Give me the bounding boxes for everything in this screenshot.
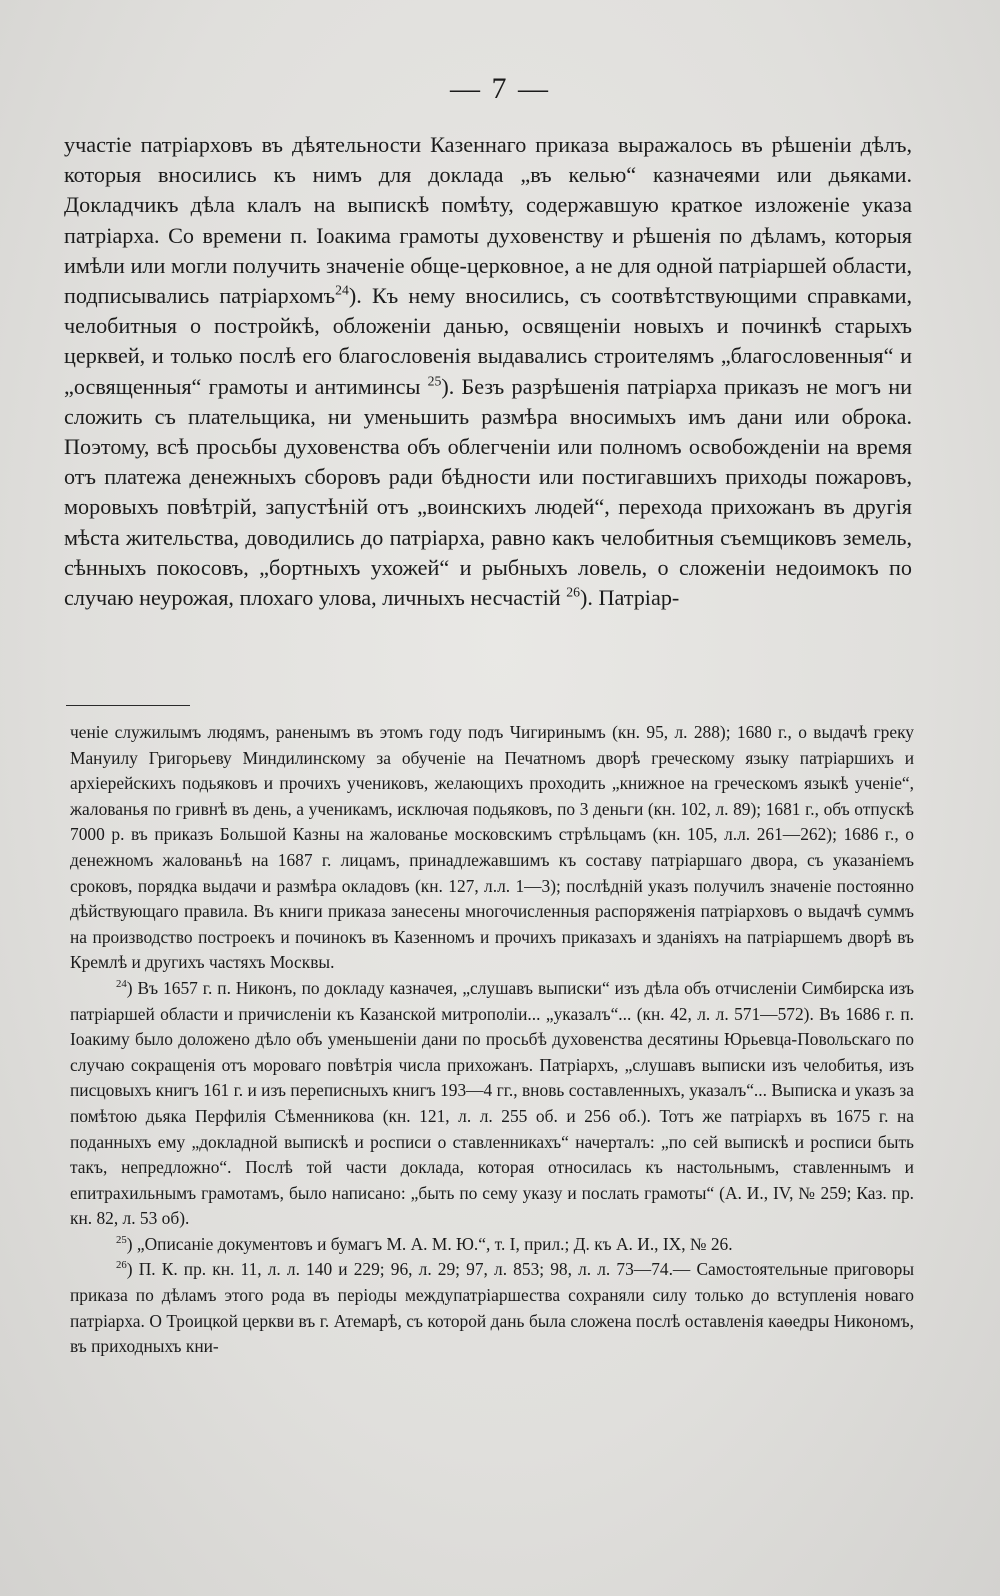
body-text-1: участіе патріарховъ въ дѣятельности Казеннаго приказа выражалось въ рѣшеніи дѣлъ, которыя вносились къ нимъ для доклада „въ келью“ казначеями или дьяками. Докладчикъ дѣла клалъ на выпискѣ помѣту, содержавшую краткое изложеніе указа патріарха. Со времени п. Іоакима грамоты духовенству и рѣшенія по дѣламъ, которыя имѣли или могли получить значеніе обще-церковное, а не для одной патріаршей области, подписывались патріархомъ xyxy=(64,132,912,309)
footnote-24-text: ) Въ 1657 г. п. Никонъ, по докладу казначея, „слушавъ выписки“ изъ дѣла объ отчисленіи Симбирска изъ патріаршей области и причисленіи къ Казанской митрополіи... „указалъ“... (кн. 42, л. л. 571—572). Въ 1686 г. п. Іоакиму было доложено дѣло объ уменьшеніи дани по просьбѣ духовенства десятины Юрьевца-Повольскаго по случаю сокращенія отъ мороваго повѣтрія числа прихожанъ. Патріархъ, „слушавъ выписки изъ челобитья, изъ писцовыхъ книгъ 161 г. и изъ переписныхъ книгъ 193—4 гг., вновь составленныхъ, указалъ“... Выписка и указъ за помѣтою дьяка Перфилія Сѣменникова (кн. 121, л. л. 255 об. и 256 об.). Тотъ же патріархъ въ 1675 г. на поданныхъ ему „докладной выпискѣ и росписи о ставленникахъ“ начерталъ: „по сей выпискѣ и росписи быть такъ, непредложно“. Послѣ той части доклада, которая относилась къ настольнымъ, ставленнымъ и епитрахильнымъ грамотамъ, было написано: „быть по сему указу и послать грамоты“ (А. И., IV, № 259; Каз. пр. кн. 82, л. 53 об). xyxy=(70,977,914,1229)
footnote-continuation: ченіе служилымъ людямъ, раненымъ въ этомъ году подъ Чигиринымъ (кн. 95, л. 288); 1680 г., о выдачѣ греку Мануилу Григорьеву Миндилинскому за обученіе на Печатномъ дворѣ греческому языку патріаршихъ и архіерейскихъ подьяковъ и прочихъ учениковъ, желающихъ проходить „книжное на греческомъ языкѣ ученіе“, жалованья по гривнѣ въ день, а ученикамъ, исключая подьяковъ, по 3 деньги (кн. 102, л. 89); 1681 г., объ отпускѣ 7000 р. въ приказъ Большой Казны на жалованье московскимъ стрѣльцамъ (кн. 105, л.л. 261—262); 1686 г., о денежномъ жалованьѣ на 1687 г. лицамъ, принадлежавшимъ къ составу патріаршаго двора, съ указаніемъ сроковъ, порядка выдачи и размѣра окладовъ (кн. 127, л.л. 1—3); послѣдній указъ получилъ значеніе постоянно дѣйствующаго правила. Въ книги приказа занесены многочисленныя распоряженія патріарховъ о выдачѣ суммъ на производство построекъ и починокъ въ Казенномъ и прочихъ приказахъ и зданіяхъ на патріаршемъ дворѣ въ Кремлѣ и другихъ частяхъ Москвы. xyxy=(70,722,914,973)
footnote-24 xyxy=(70,976,914,1232)
footnote-mark-26: 26 xyxy=(116,1259,127,1272)
footnote-ref-24: 24 xyxy=(335,282,349,298)
footnote-divider xyxy=(66,705,190,706)
page-number: — 7 — xyxy=(450,72,550,105)
main-paragraph xyxy=(64,130,912,613)
body-text-2: ). Къ нему вносились, съ соотвѣтствующими справками, челобитныя о постройкѣ, обложеніи данью, освященіи новыхъ и починкѣ старыхъ церквей, и только послѣ его благословенія выдавались строителямъ „благословенныя“ и „освященныя“ грамоты и антиминсы xyxy=(64,283,912,399)
footnotes xyxy=(70,720,914,1360)
footnote-ref-26: 26 xyxy=(566,584,580,600)
body-text-4: ). Патріар- xyxy=(579,585,680,611)
footnote-25 xyxy=(70,1232,914,1258)
body-text-3: ). Безъ разрѣшенія патріарха приказъ не могъ ни сложить съ плательщика, ни уменьшить размѣра вносимыхъ имъ дани или оброка. Поэтому, всѣ просьбы духовенства объ облегченіи или полномъ освобожденіи на время отъ платежа денежныхъ сборовъ ради бѣдности или постигавшихъ приходы пожаровъ, моровыхъ повѣтрій, запустѣній отъ „воинскихъ людей“, перехода прихожанъ въ другія мѣста жительства, доводились до патріарха, равно какъ челобитныя съемщиковъ земель, сѣнныхъ покосовъ, „бортныхъ ухожей“ и рыбныхъ ловель, о сложеніи недоимокъ по случаю неурожая, плохаго улова, личныхъ несчастій xyxy=(64,373,912,611)
footnote-26 xyxy=(70,1257,914,1359)
footnote-25-text: ) „Описаніе документовъ и бумагъ М. А. М. Ю.“, т. I, прил.; Д. къ А. И., IX, № 26. xyxy=(126,1233,733,1254)
footnote-mark-24: 24 xyxy=(116,978,127,991)
footnote-26-text: ) П. К. пр. кн. 11, л. л. 140 и 229; 96, л. 29; 97, л. 853; 98, л. л. 73—74.— Самостоятельные приговоры приказа по дѣламъ этого рода въ періоды междупатріаршества сохраняли силу только до вступленія новаго патріарха. О Троицкой церкви въ г. Атемарѣ, съ которой дань была сложена послѣ оставленія каѳедры Никономъ, въ приходныхъ кни- xyxy=(70,1259,914,1357)
footnote-ref-25: 25 xyxy=(427,373,442,389)
footnote-mark-25: 25 xyxy=(116,1234,127,1247)
main-text xyxy=(64,130,912,613)
